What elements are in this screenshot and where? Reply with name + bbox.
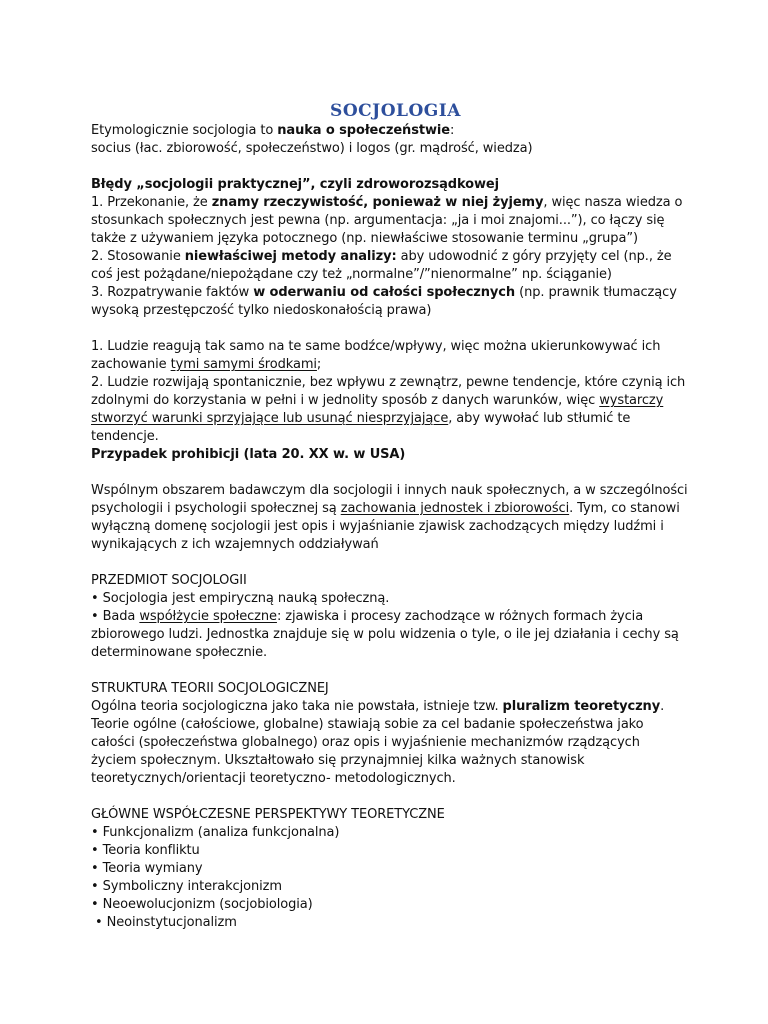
intro-colon: : <box>449 123 455 138</box>
document-title: SOCJOLOGIA <box>330 101 461 121</box>
belief-1-text: 1. Ludzie reagują tak samo na te same bodźce/wpływy, więc można ukierunkowywać ich zachowanie <box>91 339 661 372</box>
error-3 <box>91 284 688 320</box>
structure-heading: STRUKTURA TEORII SOCJOLOGICZNEJ <box>91 681 329 696</box>
structure-paragraph <box>91 698 688 788</box>
common-area-paragraph <box>91 482 688 554</box>
error-2-text: 2. Stosowanie <box>91 249 185 264</box>
perspectives-heading: GŁÓWNE WSPÓŁCZESNE PERSPEKTYWY TEORETYCZNE <box>91 807 445 822</box>
error-2 <box>91 248 688 284</box>
error-1-rest: , więc nasza wiedza o stosunkach społecznych jest pewna (np. argumentacja: „ja i moi znajomi...”), co łączy się także z używaniem języka potocznego (np. niewłaściwe stosowanie terminu „grupa”) <box>91 195 683 246</box>
error-3-rest: (np. prawnik tłumaczący wysoką przestępczość tylko niedoskonałością prawa) <box>91 285 677 318</box>
prohibition-case-text: Przypadek prohibicji (lata 20. XX w. w USA) <box>91 447 406 462</box>
prohibition-case <box>91 446 688 464</box>
error-3-bold: w oderwaniu od całości społecznych <box>253 285 516 300</box>
error-2-bold: niewłaściwej metody analizy: <box>184 249 397 264</box>
list-item: • Neoinstytucjonalizm <box>91 915 237 930</box>
structure-text: Ogólna teoria socjologiczna jako taka nie powstała, istnieje tzw. <box>91 699 503 714</box>
list-item: • Teoria konfliktu <box>91 843 200 858</box>
error-3-text: 3. Rozpatrywanie faktów <box>91 285 254 300</box>
subject-bullet-2-rest: : zjawiska i procesy zachodzące w różnych formach życia zbiorowego ludzi. Jednostka znajduje się w polu widzenia o tyle, o ile jej działania i cechy są determinowane społecznie. <box>91 609 679 660</box>
list-item: • Symboliczny interakcjonizm <box>91 879 282 894</box>
intro-text: Etymologicznie socjologia to <box>91 123 278 138</box>
intro-line-1 <box>91 122 688 140</box>
structure-rest: . Teorie ogólne (całościowe, globalne) stawiają sobie za cel badanie społeczeństwa jako całości (społeczeństwa globalnego) oraz opis i wyjaśnienie mechanizmów rządzących życiem społecznym. Ukształtowało się przynajmniej kilka ważnych stanowisk teoretycznych/orientacji teoretyczno- metodologicznych. <box>91 699 665 786</box>
error-1-text: 1. Przekonanie, że <box>91 195 212 210</box>
common-area-text: Wspólnym obszarem badawczym dla socjologii i innych nauk społecznych, a w szczególności psychologii i psychologii społecznej są <box>91 483 688 516</box>
list-item: • Funkcjonalizm (analiza funkcjonalna) <box>91 825 340 840</box>
subject-bullet-1: • Socjologia jest empiryczną nauką społeczną. <box>91 591 390 606</box>
belief-2-end: , aby wywołać lub stłumić te tendencje. <box>91 411 631 444</box>
belief-1 <box>91 338 688 374</box>
belief-1-underline: tymi samymi środkami <box>170 357 317 372</box>
error-2-rest: aby udowodnić z góry przyjęty cel (np., że coś jest pożądane/niepożądane czy też „normalne”/”nienormalne” np. ściąganie) <box>91 249 672 282</box>
subject-heading: PRZEDMIOT SOCJOLOGII <box>91 573 247 588</box>
list-item: • Teoria wymiany <box>91 861 203 876</box>
list-item: • Neoewolucjonizm (socjobiologia) <box>91 897 313 912</box>
common-area-rest: . Tym, co stanowi wyłączną domenę socjologii jest opis i wyjaśnianie zjawisk zachodzących między ludźmi i wynikających z ich wzajemnych oddziaływań <box>91 501 680 552</box>
belief-2-underline: wystarczy stworzyć warunki sprzyjające lub usunąć niesprzyjające <box>91 393 664 426</box>
belief-1-end: ; <box>316 357 322 372</box>
subject-bullet-2-underline: współżycie społeczne <box>139 609 277 624</box>
belief-2 <box>91 374 688 446</box>
errors-heading <box>91 176 688 194</box>
error-1-bold: znamy rzeczywistość, ponieważ w niej żyjemy <box>211 195 544 210</box>
subject-bullet-2-text: • Bada <box>91 609 140 624</box>
belief-2-text: 2. Ludzie rozwijają spontanicznie, bez wpływu z zewnątrz, pewne tendencje, które czynią ich zdolnymi do korzystania w pełni i w jednolity sposób z danych warunków, więc <box>91 375 686 408</box>
subject-bullet-2 <box>91 608 688 662</box>
intro-line-2: socius (łac. zbiorowość, społeczeństwo) i logos (gr. mądrość, wiedza) <box>91 141 533 156</box>
errors-heading-text: Błędy „socjologii praktycznej”, czyli zdroworozsądkowej <box>91 177 499 192</box>
intro-bold: nauka o społeczeństwie <box>277 123 450 138</box>
structure-bold: pluralizm teoretyczny <box>502 699 661 714</box>
common-area-underline: zachowania jednostek i zbiorowości <box>340 501 570 516</box>
error-1 <box>91 194 688 248</box>
